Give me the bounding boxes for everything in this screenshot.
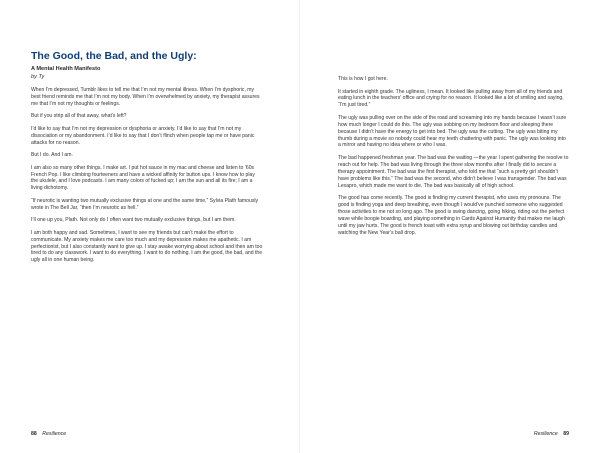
- running-head: Resilience: [42, 431, 67, 437]
- paragraph: I’d like to say that I’m not my depression or dysphoria or anxiety. I’d like to say that I’m not my dissociation or my abandonment. I’d like to say that I don’t flinch when people tap me or have panic attacks for no reason.: [31, 125, 255, 146]
- page-number: 88: [31, 431, 37, 437]
- paragraph: But if you strip all of that away, what’s left?: [31, 113, 127, 120]
- right-text-column: [338, 76, 570, 242]
- paragraph: But I do. And I am.: [31, 152, 73, 159]
- article-subtitle: A Mental Health Manifesto: [31, 66, 101, 72]
- paragraph: It started in eighth grade. The ugliness, I mean. It looked like pulling away from all of my friends and eating lunch in the teachers’ office and crying for no reason. It looked like a lot of smiling and saying, “I’m just tired.”: [338, 88, 564, 109]
- right-page-footer: [534, 431, 569, 438]
- left-text-column: [31, 50, 263, 270]
- left-page-footer: [31, 431, 66, 438]
- paragraph: The ugly was pulling over on the side of the road and screaming into my hands because I wasn’t sure how much longer I could do this. The ugly was sobbing on my bedroom floor and sleeping there because I didn’t have the energy to get into bed. The ugly was the cutting. The ugly was biting my thumb during a movie so nobody could hear my teeth chattering with panic. The ugly was looking into a mirror and having no idea where or who I was.: [338, 114, 567, 149]
- paragraph: The bad happened freshman year. The bad was the waiting —the year I spent gathering the resolve to reach out for help. The bad was living through the three slow months after I finally did to secure a therapy appointment. The bad was the first therapist, who told me that “such a pretty girl shouldn’t have problems like this.” The bad was the second, who didn’t believe I was transgender. The bad was Lexapro, which made me want to die. The bad was basically all of high school.: [338, 154, 569, 189]
- paragraph: This is how I got here.: [338, 76, 388, 82]
- paragraph: I’ll one up you, Plath. Not only do I often want two mutually exclusive things, but I am them.: [31, 217, 236, 224]
- paragraph: The good has come recently. The good is finding my current therapist, who uses my pronouns. The good is finding yoga and deep breathing, even though I would’ve punched someone who suggested those activities to me not so long ago. The good is swing dancing, going hiking, riding out the perfect wave while boogie boarding, and playing something in Cards Against Humanity that makes me laugh until my jaw hurts. The good is french toast with extra syrup and blowing out birthday candles and watching the New Year’s ball drop.: [338, 195, 565, 236]
- running-head: Resilience: [533, 431, 558, 437]
- paragraph: When I’m depressed, Tumblr likes to tell me that I’m not my mental illness. When I’m dysphoric, my best friend reminds me that I’m not my body. When I’m overwhelmed by anxiety, my therapist assures me that I’m not my thoughts or feelings.: [31, 87, 260, 107]
- article-byline: by Ty: [31, 74, 45, 80]
- paragraph: “If neurotic is wanting two mutually exclusive things at one and the same time,” Sylvia Plath famously wrote in The Bell Jar, “then I’m neurotic as hell.”: [31, 197, 259, 211]
- paragraph: I am both happy and sad. Sometimes, I want to see my friends but can’t make the effort to communicate. My anxiety makes me care too much and my depression makes me apathetic. I am perfectionist, but I also constantly want to give up. I stay awake worrying about school and then am too tired to do any classwork. I want to do everything. I want to do nothing. I am the good, the bad, and the ugly all in one human being.: [31, 229, 263, 264]
- paragraph: I am also so many other things. I make art. I put hot sauce in my mac and cheese and listen to ’60s French Pop. I like climbing fourteeners and have a wicked affinity for button ups. I know how to play the ukulele, and I love podcasts. I am many colors of fucked up; I am the sun and all its fire; I am a living dichotomy.: [31, 164, 255, 192]
- article-title: The Good, the Bad, and the Ugly:: [31, 50, 197, 62]
- page-number: 89: [563, 431, 569, 437]
